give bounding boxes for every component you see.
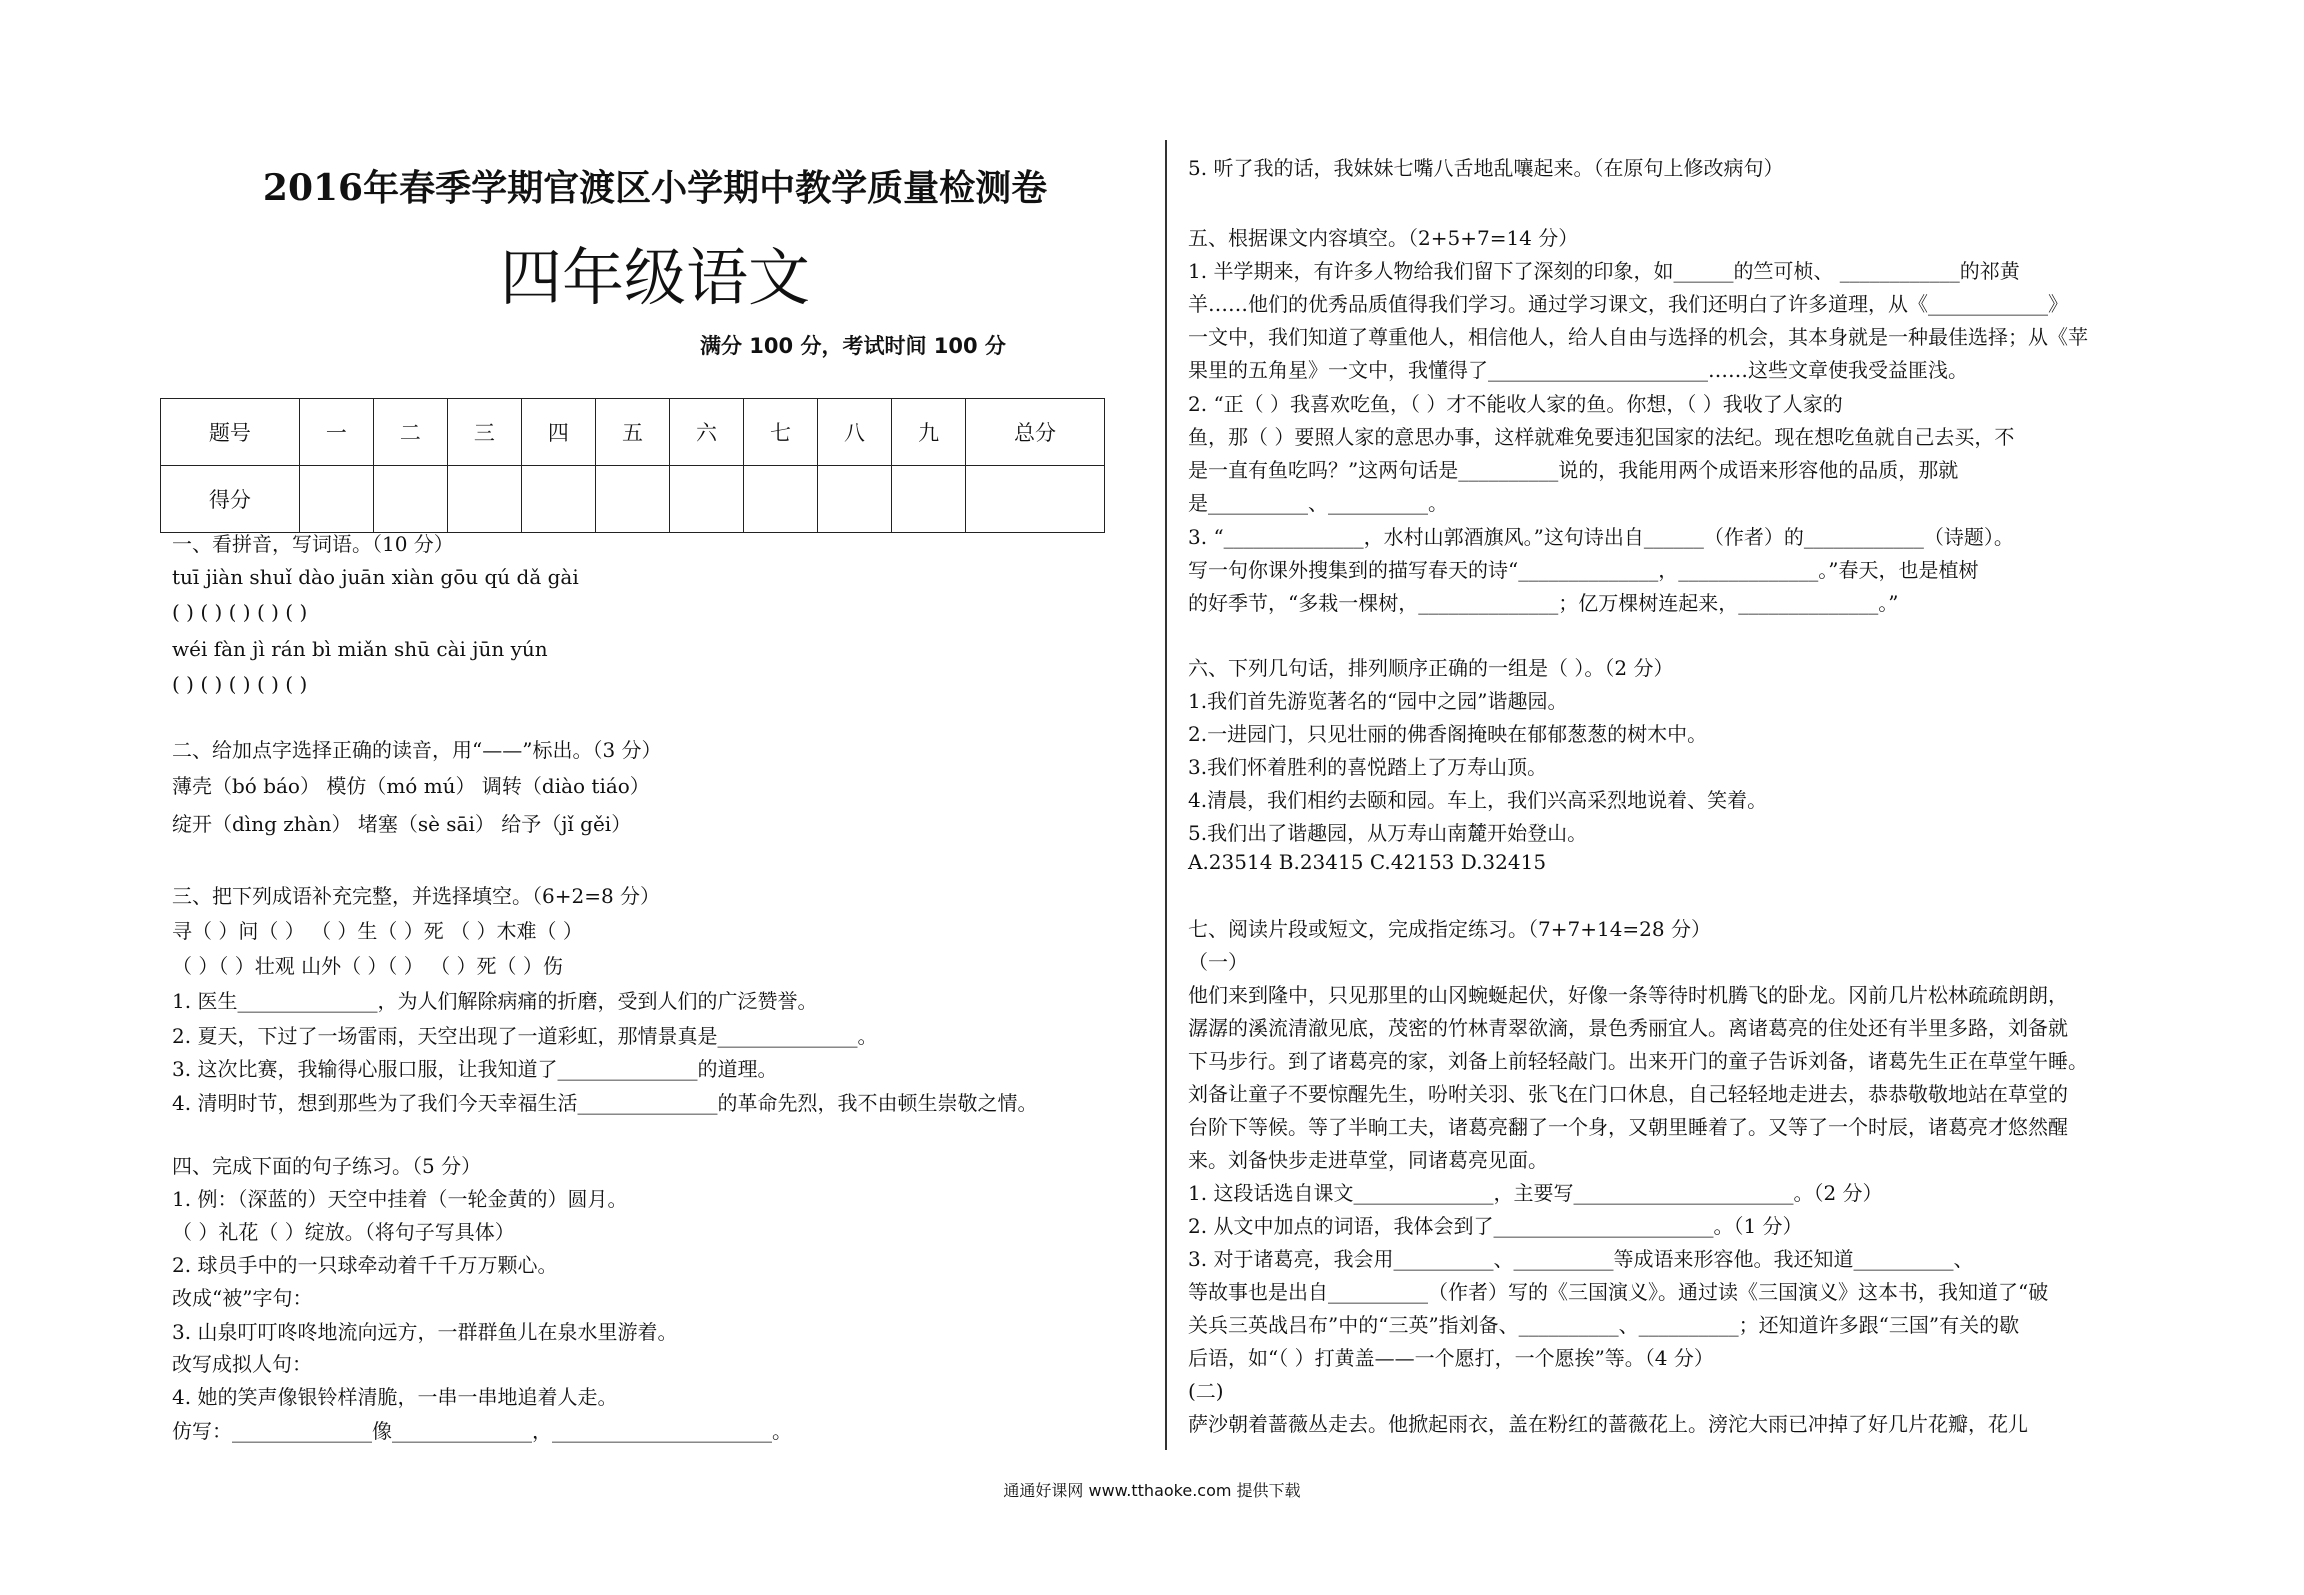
table-cell: 五 <box>595 399 669 466</box>
score-input-cell[interactable] <box>892 466 966 533</box>
left-text-line: 薄壳（bó báo） 模仿（mó mú） 调转（diào tiáo） <box>172 774 650 798</box>
table-cell: 得分 <box>161 466 300 533</box>
right-text-line: （一） <box>1188 950 1248 974</box>
right-text-line: 台阶下等候。等了半晌工夫，诸葛亮翻了一个身，又朝里睡着了。又等了一个时辰，诸葛亮才悠然醒 <box>1188 1115 2068 1139</box>
left-text-line: 三、把下列成语补充完整，并选择填空。（6+2=8 分） <box>172 884 661 908</box>
left-text-line: 4. 清明时节，想到那些为了我们今天幸福生活______________的革命先烈，我不由顿生崇敬之情。 <box>172 1091 1038 1115</box>
score-input-cell[interactable] <box>966 466 1105 533</box>
right-text-line: 2. 从文中加点的词语，我体会到了______________________。（1 分） <box>1188 1214 1803 1238</box>
right-text-line: 刘备让童子不要惊醒先生，吩咐关羽、张飞在门口休息，自己轻轻地走进去，恭恭敬敬地站在草堂的 <box>1188 1082 2068 1106</box>
left-text-line: 绽开（dìng zhàn） 堵塞（sè sāi） 给予（jǐ gěi） <box>172 812 632 836</box>
left-text-line: 2. 夏天，下过了一场雷雨，天空出现了一道彩虹，那情景真是______________。 <box>172 1024 878 1048</box>
right-text-line: 羊……他们的优秀品质值得我们学习。通过学习课文，我们还明白了许多道理，从《____________》 <box>1188 292 2068 316</box>
right-text-line: 1. 半学期来，有许多人物给我们留下了深刻的印象，如______的竺可桢、 ____________的祁黄 <box>1188 259 2020 283</box>
right-text-line: 果里的五角星》一文中，我懂得了______________________……这些文章使我受益匪浅。 <box>1188 358 1968 382</box>
score-input-cell[interactable] <box>595 466 669 533</box>
table-cell: 三 <box>447 399 521 466</box>
exam-title: 2016年春季学期官渡区小学期中教学质量检测卷 <box>262 167 1048 209</box>
right-text-line: 一文中，我们知道了尊重他人，相信他人，给人自由与选择的机会，其本身就是一种最佳选择；从《苹 <box>1188 325 2088 349</box>
right-text-line: 萨沙朝着蔷薇丛走去。他掀起雨衣，盖在粉红的蔷薇花上。滂沱大雨已冲掉了好几片花瓣，花儿 <box>1188 1412 2028 1436</box>
table-cell: 八 <box>818 399 892 466</box>
left-text-line: （ ）礼花（ ）绽放。（将句子写具体） <box>172 1220 515 1244</box>
left-text-line: 3. 山泉叮叮咚咚地流向远方，一群群鱼儿在泉水里游着。 <box>172 1320 678 1344</box>
right-text-line: 等故事也是出自__________（作者）写的《三国演义》。通过读《三国演义》这本书，我知道了“破 <box>1188 1280 2049 1304</box>
table-cell: 七 <box>744 399 818 466</box>
right-text-line: 5.我们出了谐趣园，从万寿山南麓开始登山。 <box>1188 821 1588 845</box>
score-input-cell[interactable] <box>447 466 521 533</box>
column-divider <box>1165 140 1167 1450</box>
right-text-line: 1. 这段话选自课文______________，主要写______________________。（2 分） <box>1188 1181 1883 1205</box>
left-text-line: 改写成拟人句： <box>172 1352 312 1376</box>
right-text-line: 是一直有鱼吃吗？”这两句话是__________说的，我能用两个成语来形容他的品质，那就 <box>1188 458 1959 482</box>
right-text-line: A.23514 B.23415 C.42153 D.32415 <box>1188 850 1547 874</box>
right-text-line: 鱼，那（ ）要照人家的意思办事，这样就难免要违犯国家的法纪。现在想吃鱼就自己去买，不 <box>1188 425 2015 449</box>
table-cell: 四 <box>521 399 595 466</box>
right-text-line: 七、阅读片段或短文，完成指定练习。（7+7+14=28 分） <box>1188 917 1711 941</box>
score-table-score-row <box>161 466 1105 533</box>
right-text-line: 五、根据课文内容填空。（2+5+7=14 分） <box>1188 226 1579 250</box>
score-table <box>160 398 1105 533</box>
score-table-header-row <box>161 399 1105 466</box>
score-input-cell[interactable] <box>818 466 892 533</box>
score-input-cell[interactable] <box>744 466 818 533</box>
left-text-line: 3. 这次比赛，我输得心服口服，让我知道了______________的道理。 <box>172 1057 778 1081</box>
exam-subtitle: 四年级语文 <box>499 241 810 314</box>
left-text-line: ( ) ( ) ( ) ( ) ( ) <box>172 672 308 696</box>
left-text-line: 仿写：______________像______________，______________________。 <box>172 1419 792 1443</box>
left-text-line: 二、给加点字选择正确的读音，用“——”标出。（3 分） <box>172 738 662 762</box>
left-text-line: tuī jiàn shuǐ dào juān xiàn gōu qú dǎ gài <box>172 565 579 589</box>
right-text-line: 2.一进园门，只见壮丽的佛香阁掩映在郁郁葱葱的树木中。 <box>1188 722 1708 746</box>
right-text-line: 2. “正（ ）我喜欢吃鱼，（ ）才不能收人家的鱼。你想，（ ）我收了人家的 <box>1188 392 1843 416</box>
right-text-line: 他们来到隆中，只见那里的山冈蜿蜒起伏，好像一条等待时机腾飞的卧龙。冈前几片松林疏疏朗朗， <box>1188 983 2068 1007</box>
score-input-cell[interactable] <box>521 466 595 533</box>
left-text-line: 2. 球员手中的一只球牵动着千千万万颗心。 <box>172 1253 558 1277</box>
right-text-line: 来。刘备快步走进草堂，同诸葛亮见面。 <box>1188 1148 1548 1172</box>
right-text-line: 六、下列几句话，排列顺序正确的一组是（ ）。（2 分） <box>1188 656 1674 680</box>
score-input-cell[interactable] <box>299 466 373 533</box>
right-text-line: 潺潺的溪流清澈见底，茂密的竹林青翠欲滴，景色秀丽宜人。离诸葛亮的住处还有半里多路，刘备就 <box>1188 1016 2068 1040</box>
right-text-line: 后语，如“（ ）打黄盖——一个愿打，一个愿挨”等。（4 分） <box>1188 1346 1714 1370</box>
left-text-line: 1. 例：（深蓝的）天空中挂着（一轮金黄的）圆月。 <box>172 1187 628 1211</box>
left-text-line: 一、看拼音，写词语。（10 分） <box>172 532 454 556</box>
right-text-line: 关兵三英战吕布”中的“三英”指刘备、__________、__________；还知道许多跟“三国”有关的歇 <box>1188 1313 2020 1337</box>
table-cell: 总分 <box>966 399 1105 466</box>
right-text-line: 的好季节，“多栽一棵树，______________；亿万棵树连起来，______________。” <box>1188 591 1899 615</box>
table-cell: 题号 <box>161 399 300 466</box>
left-text-line: 4. 她的笑声像银铃样清脆，一串一串地追着人走。 <box>172 1385 618 1409</box>
right-text-line: 下马步行。到了诸葛亮的家，刘备上前轻轻敲门。出来开门的童子告诉刘备，诸葛先生正在草堂午睡。 <box>1188 1049 2088 1073</box>
left-text-line: 改成“被”字句： <box>172 1286 313 1310</box>
left-text-line: wéi fàn jì rán bì miǎn shū cài jūn yún <box>172 637 548 661</box>
right-text-line: 4.清晨，我们相约去颐和园。车上，我们兴高采烈地说着、笑着。 <box>1188 788 1768 812</box>
left-text-line: ( ) ( ) ( ) ( ) ( ) <box>172 600 308 624</box>
right-text-line: 3.我们怀着胜利的喜悦踏上了万寿山顶。 <box>1188 755 1548 779</box>
left-text-line: 寻（ ）问（ ） （ ）生（ ）死 （ ）木难（ ） <box>172 919 583 943</box>
score-input-cell[interactable] <box>373 466 447 533</box>
score-input-cell[interactable] <box>669 466 743 533</box>
right-text-line: 是__________、__________。 <box>1188 491 1448 515</box>
left-text-line: 四、完成下面的句子练习。（5 分） <box>172 1154 482 1178</box>
footer: 通通好课网 www.tthaoke.com 提供下载 <box>1003 1481 1301 1500</box>
right-text-line: (二) <box>1188 1379 1224 1403</box>
table-cell: 六 <box>669 399 743 466</box>
table-cell: 九 <box>892 399 966 466</box>
right-text-line: 1.我们首先游览著名的“园中之园”谐趣园。 <box>1188 689 1568 713</box>
right-text-line: 3. 对于诸葛亮，我会用__________、__________等成语来形容他。我还知道__________、 <box>1188 1247 1974 1271</box>
table-cell: 二 <box>373 399 447 466</box>
right-text-line: 5. 听了我的话，我妹妹七嘴八舌地乱嚷起来。（在原句上修改病句） <box>1188 156 1784 180</box>
right-text-line: 3. “______________，水村山郭酒旗风。”这句诗出自______（作者）的____________（诗题）。 <box>1188 525 2014 549</box>
table-cell: 一 <box>299 399 373 466</box>
left-text-line: （ ）（ ）壮观 山外（ ）（ ） （ ）死（ ）伤 <box>172 954 563 978</box>
right-text-line: 写一句你课外搜集到的描写春天的诗“______________，______________。”春天，也是植树 <box>1188 558 1979 582</box>
left-text-line: 1. 医生______________，为人们解除病痛的折磨，受到人们的广泛赞誉。 <box>172 989 818 1013</box>
exam-info: 满分 100 分，考试时间 100 分 <box>700 334 1006 358</box>
